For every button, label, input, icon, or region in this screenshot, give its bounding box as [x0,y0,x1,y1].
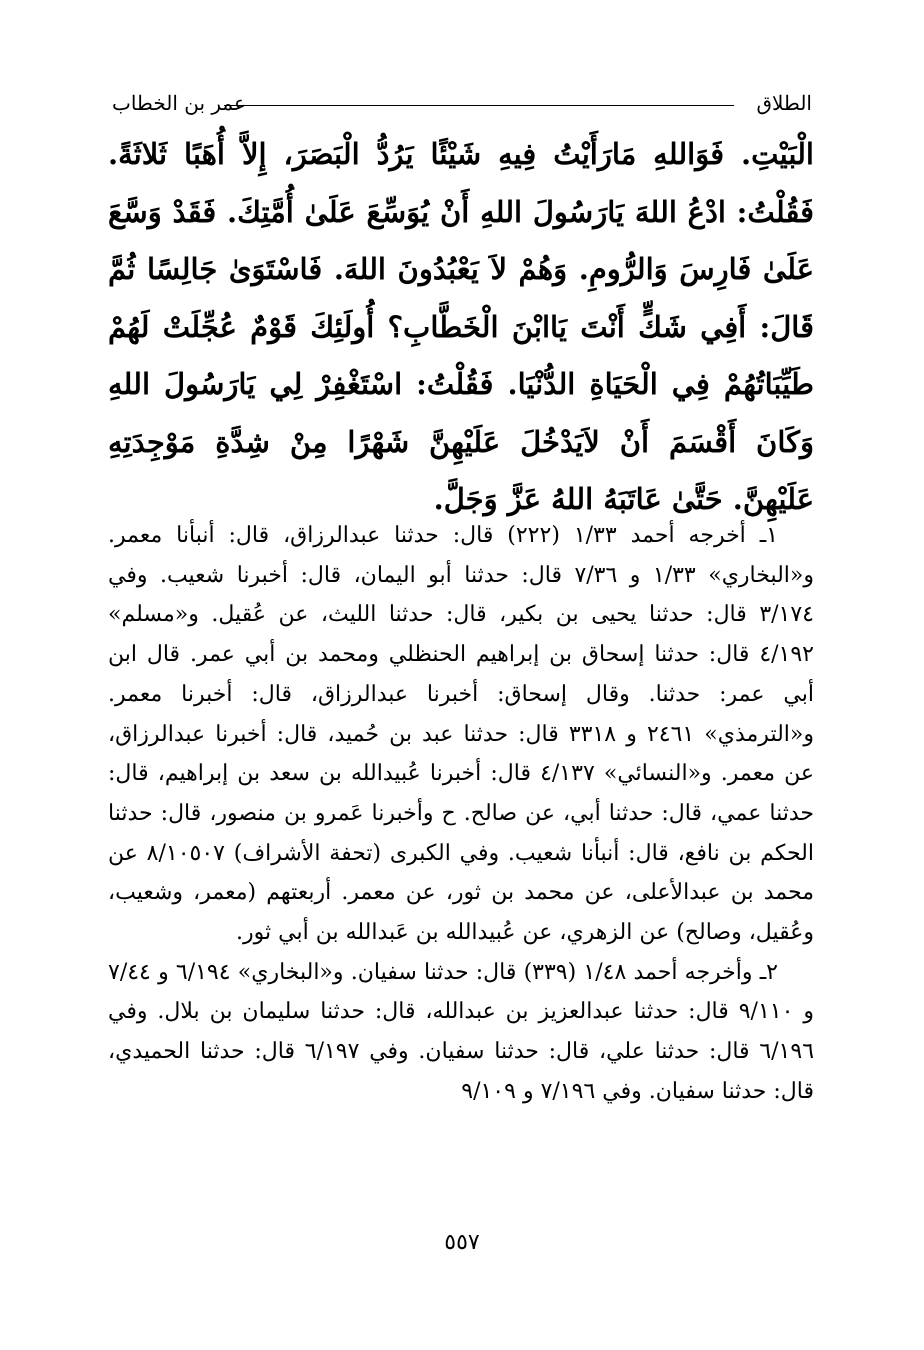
header-chapter-title: الطلاق [756,91,812,115]
header-rule [224,105,734,106]
page-number: ٥٥٧ [444,1230,480,1255]
running-header [112,88,812,118]
hadith-paragraph: الْبَيْتِ. فَوَاللهِ مَارَأَيْتُ فِيهِ شَيْئًا يَرُدُّ الْبَصَرَ، إِلاَّ أُهَبًا ثَلاثَةً. فَقُلْتُ: ادْعُ اللهَ يَارَسُولَ اللهِ أَنْ يُوَسِّعَ عَلَىٰ أُمَّتِكَ. فَقَدْ وَسَّعَ عَلَىٰ فَارِسَ وَالرُّومِ. وَهُمْ لاَ يَعْبُدُونَ اللهَ. فَاسْتَوَىٰ جَالِسًا ثُمَّ قَالَ: أَفِي شَكٍّ أَنْتَ يَاابْنَ الْخَطَّابِ؟ أُولَئِكَ قَوْمٌ عُجِّلَتْ لَهُمْ طَيِّبَاتُهُمْ فِي الْحَيَاةِ الدُّنْيَا. فَقُلْتُ: اسْتَغْفِرْ لِي يَارَسُولَ اللهِ وَكَانَ أَقْسَمَ أَنْ لاَيَدْخُلَ عَلَيْهِنَّ شَهْرًا مِنْ شِدَّةِ مَوْجِدَتِهِ عَلَيْهِنَّ. حَتَّىٰ عَاتَبَهُ اللهُ عَزَّ وَجَلَّ. [108,137,814,516]
footnote-2: ٢ـ وأخرجه أحمد ١/٤٨ (٣٣٩) قال: حدثنا سفيان. و«البخاري» ٦/١٩٤ و ٧/٤٤ و ٩/١١٠ قال: حدثنا عبدالعزيز بن عبدالله، قال: حدثنا سليمان بن بلال. وفي ٦/١٩٦ قال: حدثنا علي، قال: حدثنا سفيان. وفي ٦/١٩٧ قال: حدثنا الحميدي، قال: حدثنا سفيان. وفي ٧/١٩٦ و ٩/١٠٩ [108,959,815,1104]
footnote-1: ١ـ أخرجه أحمد ١/٣٣ (٢٢٢) قال: حدثنا عبدالرزاق، قال: أنبأنا معمر. و«البخاري» ١/٣٣ و ٧/٣٦ قال: حدثنا أبو اليمان، قال: أخبرنا شعيب. وفي ٣/١٧٤ قال: حدثنا يحيى بن بكير، قال: حدثنا الليث، عن عُقيل. و«مسلم» ٤/١٩٢ قال: حدثنا إسحاق بن إبراهيم الحنظلي ومحمد بن أبي عمر. قال ابن أبي عمر: حدثنا. وقال إسحاق: أخبرنا عبدالرزاق، قال: أخبرنا معمر. و«الترمذي» ٢٤٦١ و ٣٣١٨ قال: حدثنا عبد بن حُميد، قال: أخبرنا عبدالرزاق، عن معمر. و«النسائي» ٤/١٣٧ قال: أخبرنا عُبيدالله بن سعد بن إبراهيم، قال: حدثنا عمي، قال: حدثنا أبي، عن صالح. ح وأخبرنا عَمرو بن منصور، قال: حدثنا الحكم بن نافع، قال: أنبأنا شعيب. وفي الكبرى (تحفة الأشراف) ٨/١٠٥٠٧ عن محمد بن عبدالأعلى، عن محمد بن ثور، عن معمر. أربعتهم (معمر، وشعيب، وعُقيل، وصالح) عن الزهري، عن عُبيدالله بن عَبدالله بن أبي ثور. [108,523,814,946]
hadith-text [108,126,814,529]
header-author: عمر بن الخطاب [112,91,246,115]
footnotes [108,516,814,1112]
